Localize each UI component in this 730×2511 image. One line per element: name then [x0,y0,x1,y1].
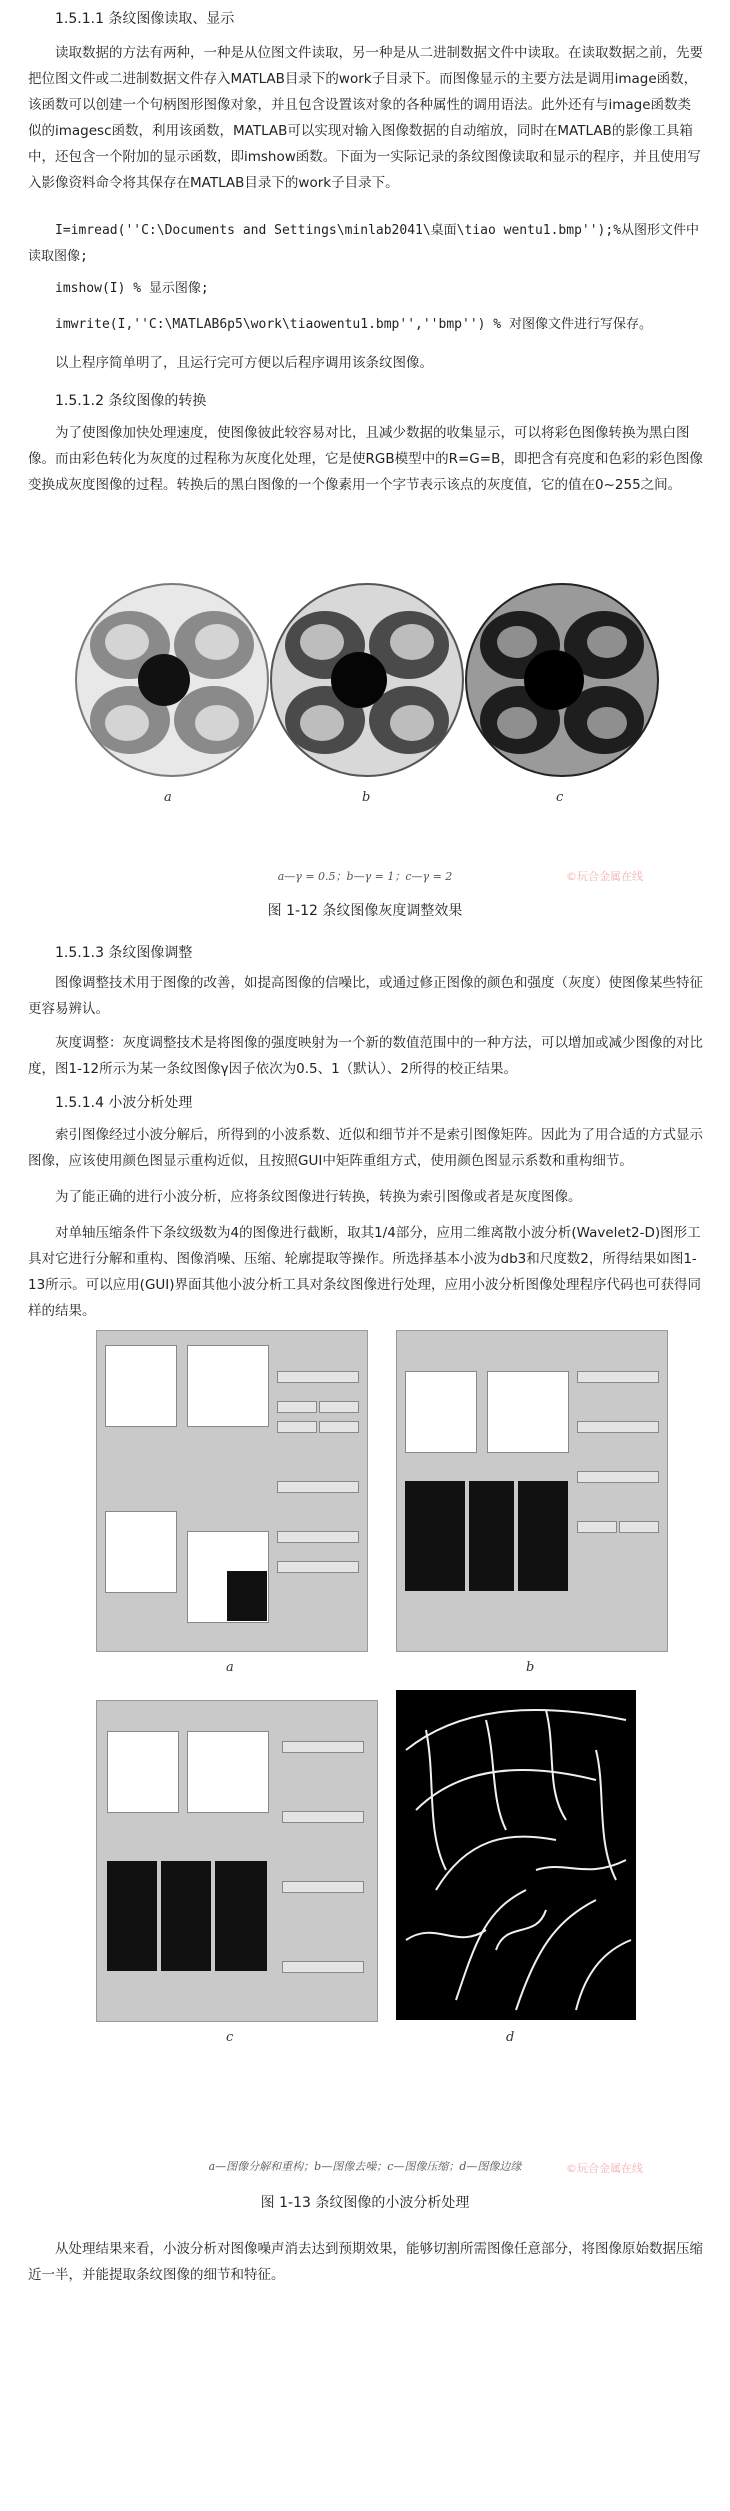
wavelet-gui-panel-c [96,1700,378,2022]
paragraph-gray-adjust: 灰度调整：灰度调整技术是将图像的强度映射为一个新的数值范围中的一种方法，可以增加或减少图像的对比度，图1-12所示为某一条纹图像γ因子依次为0.5、1（默认）、2所得的校正结果。 [28,1035,703,1077]
fringe-gamma-images [72,530,662,870]
paragraph-wavelet-index: 索引图像经过小波分解后，所得到的小波系数、近似和细节并不是索引图像矩阵。因此为了用合适的方式显示图像，应该使用颜色图显示重构近似，且按照GUI中矩阵重组方式，使用颜色图显示系数和重构细节。 [28,1127,703,1169]
fig13-subcaption: a—图像分解和重构；b—图像去噪；c—图像压缩；d—图像边缘 [208,2160,522,2173]
paragraph-wavelet-compress: 对单轴压缩条件下条纹级数为4的图像进行截断，取其1/4部分，应用二维离散小波分析(Wavelet2-D)图形工具对它进行分解和重构、图像消噪、压缩、轮廓提取等操作。所选择基本小波为db3和尺度数2，所得结果如图1-13所示。可以应用(GUI)界面其他小波分析工具对条纹图像进行处理，应用小波分析图像处理程序代码也可获得同样的结果。 [28,1225,702,1319]
fig12-caption: 图 1-12 条纹图像灰度调整效果 [267,903,463,919]
code-imread: I=imread(''C:\Documents and Settings\minlab2041\桌面\tiao wentu1.bmp'');%从图形文件中读取图像; [28,223,700,264]
paragraph-conversion: 为了使图像加快处理速度，使图像彼此较容易对比，且减少数据的收集显示，可以将彩色图像转换为黑白图像。而由彩色转化为灰度的过程称为灰度化处理，它是使RGB模型中的R=G=B，即把含有亮度和色彩的彩色图像变换成灰度图像的过程。转换后的黑白图像的一个像素用一个字节表示该点的灰度值，它的值在0~255之间。 [28,425,703,493]
fringe-image-c [466,584,658,776]
paragraph-read-display: 读取数据的方法有两种，一种是从位图文件读取，另一种是从二进制数据文件中读取。在读取数据之前，先要把位图文件或二进制数据文件存入MATLAB目录下的work子目录下。而图像显示的主要方法是调用image函数，该函数可以创建一个句柄图形图像对象，并且包含设置该对象的各种属性的调用语法。此外还有与image函数类似的imagesc函数，利用该函数，MATLAB可以实现对输入图像数据的自动缩放，同时在MATLAB的影像工具箱中，还包含一个附加的显示函数，即imshow函数。下面为一实际记录的条纹图像读取和显示的程序，并且使用写入影像资料命令将其保存在MATLAB目录下的work子目录下。 [28,45,703,191]
fig12-label-b: b [362,790,371,805]
section-heading-1-5-1-4: 1.5.1.4 小波分析处理 [55,1095,193,1111]
fig12-label-a: a [164,790,172,805]
figure-1-12 [72,530,662,910]
paragraph-program-note: 以上程序简单明了，且运行完可方便以后程序调用该条纹图像。 [55,355,433,371]
section-heading-1-5-1-2: 1.5.1.2 条纹图像的转换 [55,393,207,409]
wavelet-gui-panel-a [96,1330,368,1652]
fig13-label-c: c [226,2030,234,2045]
code-imwrite: imwrite(I,''C:\MATLAB6p5\work\tiaowentu1.bmp'',''bmp'') % 对图像文件进行写保存。 [55,317,652,332]
paragraph-adjust: 图像调整技术用于图像的改善，如提高图像的信噪比，或通过修正图像的颜色和强度（灰度）使图像某些特征更容易辨认。 [28,975,703,1017]
section-heading-1-5-1-1: 1.5.1.1 条纹图像读取、显示 [55,11,235,27]
fig13-label-b: b [526,1660,535,1675]
fig12-label-c: c [556,790,564,805]
wavelet-edge-image-d [396,1690,636,2020]
watermark-fig12: ©玩合金属在线 [566,870,643,883]
fringe-image-a [76,584,268,776]
wavelet-gui-panel-b [396,1330,668,1652]
fig12-subcaption: a—γ = 0.5；b—γ = 1；c—γ = 2 [277,870,453,883]
watermark-fig13: ©玩合金属在线 [566,2162,643,2175]
paragraph-wavelet-convert: 为了能正确的进行小波分析，应将条纹图像进行转换，转换为索引图像或者是灰度图像。 [55,1189,582,1205]
fig13-caption: 图 1-13 条纹图像的小波分析处理 [260,2195,470,2211]
section-heading-1-5-1-3: 1.5.1.3 条纹图像调整 [55,945,193,961]
code-imshow: imshow(I) % 显示图像; [55,281,209,296]
fig13-label-d: d [506,2030,515,2045]
fringe-image-b [271,584,463,776]
fig13-label-a: a [226,1660,234,1675]
paragraph-conclusion: 从处理结果来看，小波分析对图像噪声消去达到预期效果，能够切割所需图像任意部分，将图像原始数据压缩近一半，并能提取条纹图像的细节和特征。 [28,2241,703,2283]
